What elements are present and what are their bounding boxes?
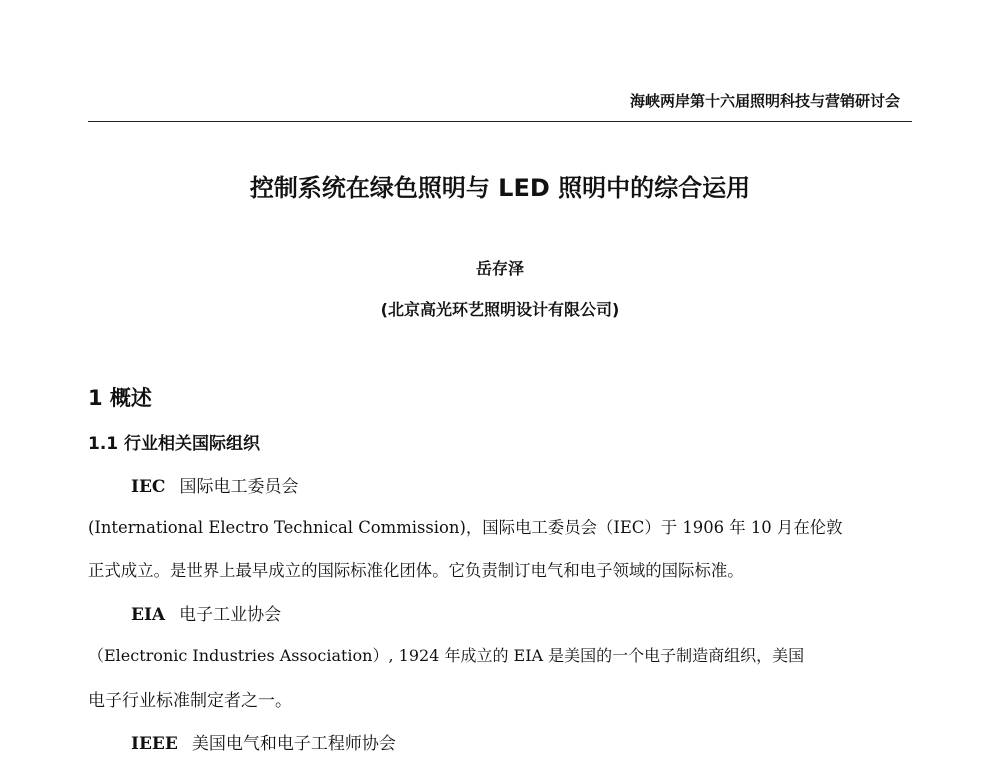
- subsection-heading: 1.1 行业相关国际组织: [88, 434, 261, 454]
- header-divider: [88, 121, 912, 122]
- paragraph-line: 正式成立。是世界上最早成立的国际标准化团体。它负责制订电气和电子领域的国际标准。: [88, 561, 744, 580]
- author-affiliation: (北京高光环艺照明设计有限公司): [380, 300, 620, 319]
- org-abbr: IEC: [131, 477, 166, 497]
- paper-title: 控制系统在绿色照明与 LED 照明中的综合运用: [249, 174, 751, 202]
- author-name: 岳存泽: [475, 259, 524, 278]
- org-name: 国际电工委员会: [179, 477, 299, 497]
- paragraph-line: (International Electro Technical Commission)，国际电工委员会（IEC）于 1906 年 10 月在伦敦: [88, 518, 843, 537]
- paragraph-line: （Electronic Industries Association）, 1924 年成立的 EIA 是美国的一个电子制造商组织，美国: [88, 646, 805, 665]
- org-abbr: EIA: [131, 605, 166, 625]
- paragraph-line: 电子行业标准制定者之一。: [88, 691, 292, 711]
- org-entry-ieee: [131, 729, 396, 754]
- org-entry-iec: [131, 472, 298, 497]
- org-entry-eia: [131, 600, 281, 625]
- conference-header: 海峡两岸第十六届照明科技与营销研讨会: [629, 92, 900, 110]
- org-abbr: IEEE: [131, 734, 178, 754]
- org-name: 电子工业协会: [179, 605, 282, 625]
- section-heading: 1 概述: [88, 386, 152, 410]
- org-name: 美国电气和电子工程师协会: [191, 734, 396, 754]
